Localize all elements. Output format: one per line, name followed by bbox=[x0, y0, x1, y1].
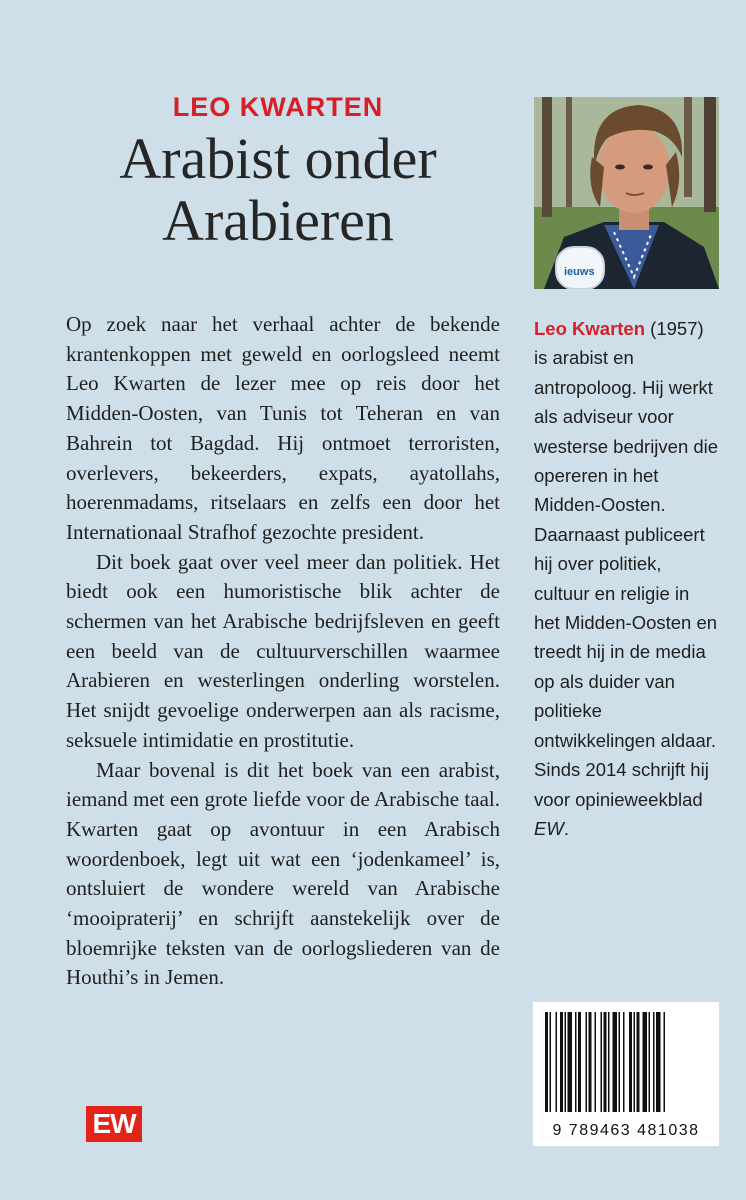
barcode-bars bbox=[543, 1012, 709, 1112]
publisher-logo: EW bbox=[86, 1106, 142, 1142]
blurb-paragraph: Maar bovenal is dit het boek van een arabist, iemand met een grote liefde voor de Arabische taal. Kwarten gaat op avontuur in een Arabisch woordenboek, legt uit wat een ‘jodenkameel’ is, ontsluiert de wondere wereld van Arabische ‘mooipraterij’ en schrijft aanstekelijk over de bloemrijke teksten van de oorlogsliederen van de Houthi’s in Jemen. bbox=[66, 757, 500, 990]
blurb-paragraph: Op zoek naar het verhaal achter de bekende krantenkoppen met geweld en oorlogsleed neemt Leo Kwarten de lezer mee op reis door het Midden-Oosten, van Tunis tot Teheran en van Bahrein tot Bagdad. Hij ontmoet terroristen, overlevers, bekeerders, expats, ayatollahs, hoerenmadams, ritselaars en zelfs een door het Internationaal Strafhof gezochte president. bbox=[66, 312, 500, 544]
bio-years: (1957) bbox=[645, 318, 704, 339]
author-name-heading: LEO KWARTEN bbox=[172, 92, 384, 122]
blurb-paragraph: Dit boek gaat over veel meer dan politiek. Het biedt ook een humoristische blik achter de schermen van het Arabische bedrijfsleven en geeft een beeld van de cultuurverschillen waarmee Arabieren en westerlingen onderling worstelen. Het snijdt gevoelige onderwerpen aan als racisme, seksuele intimidatie en prostitutie. bbox=[66, 549, 500, 752]
book-title-line-1: Arabist onder bbox=[119, 126, 437, 191]
bio-end: . bbox=[563, 817, 569, 839]
author-photo bbox=[534, 97, 719, 289]
microphone-label: ieuws bbox=[564, 266, 595, 278]
book-title-line-2: Arabieren bbox=[162, 188, 394, 253]
isbn-number: 9 789463 481038 bbox=[552, 1122, 700, 1139]
author-bio bbox=[534, 314, 719, 843]
book-title bbox=[0, 128, 556, 252]
blurb-text bbox=[66, 310, 500, 993]
isbn-barcode bbox=[533, 1002, 719, 1146]
bio-magazine: EW bbox=[534, 817, 564, 839]
bio-text: is arabist en antropoloog. Hij werkt als adviseur voor westerse bedrijven die opereren in het Midden-Oosten. Daarnaast publiceert hij over politiek, cultuur en religie in het Midden-Oosten en treedt hij in de media op als duider van politieke ontwikkelingen aldaar. Sinds 2014 schrijft hij voor opinieweekblad bbox=[534, 347, 719, 810]
bio-author-name: Leo Kwarten bbox=[534, 318, 646, 339]
